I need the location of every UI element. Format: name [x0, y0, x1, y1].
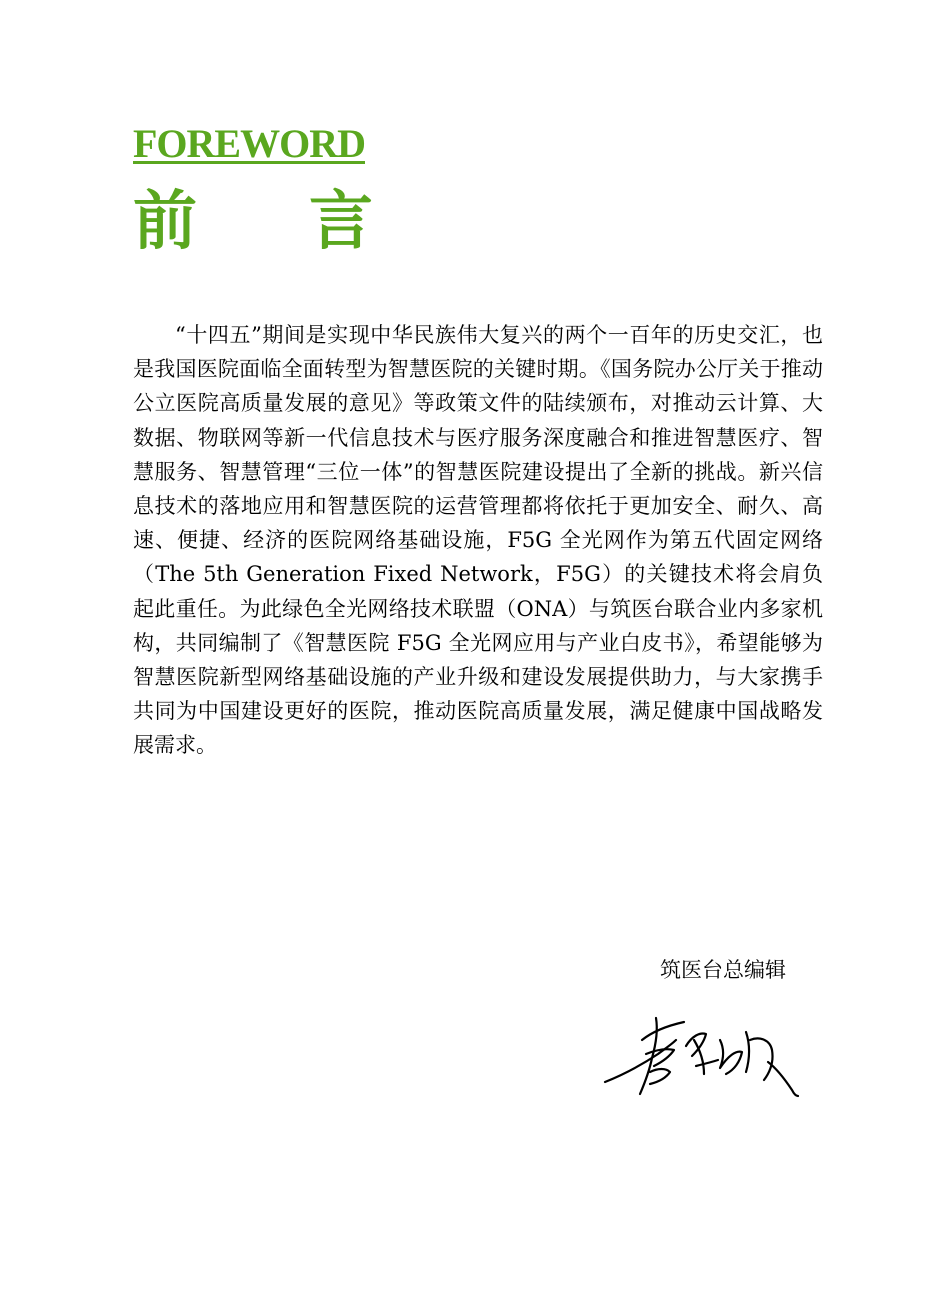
foreword-paragraph: “十四五”期间是实现中华民族伟大复兴的两个一百年的历史交汇，也是我国医院面临全面转型为智慧医院的关键时期。《国务院办公厅关于推动公立医院高质量发展的意见》等政策文件的陆续颁布，对推动云计算、大数据、物联网等新一代信息技术与医疗服务深度融合和推进智慧医疗、智慧服务、智慧管理“三位一体”的智慧医院建设提出了全新的挑战。新兴信息技术的落地应用和智慧医院的运营管理都将依托于更加安全、耐久、高速、便捷、经济的医院网络基础设施，F5G 全光网作为第五代固定网络（The 5th Generation Fixed Network，F5G）的关键技术将会肩负起此重任。为此绿色全光网络技术联盟（ONA）与筑医台联合业内多家机构，共同编制了《智慧医院 F5G 全光网应用与产业白皮书》，希望能够为智慧医院新型网络基础设施的产业升级和建设发展提供助力，与大家携手共同为中国建设更好的医院，推动医院高质量发展，满足健康中国战略发展需求。: [133, 323, 823, 758]
signoff-title: 筑医台总编辑: [660, 958, 786, 982]
foreword-heading-english: FOREWORD: [133, 121, 365, 166]
handwritten-signature: [600, 1010, 805, 1105]
foreword-heading-chinese: [133, 186, 373, 258]
heading-char-qian: 前: [133, 185, 197, 259]
heading-char-yan: 言: [309, 185, 373, 259]
